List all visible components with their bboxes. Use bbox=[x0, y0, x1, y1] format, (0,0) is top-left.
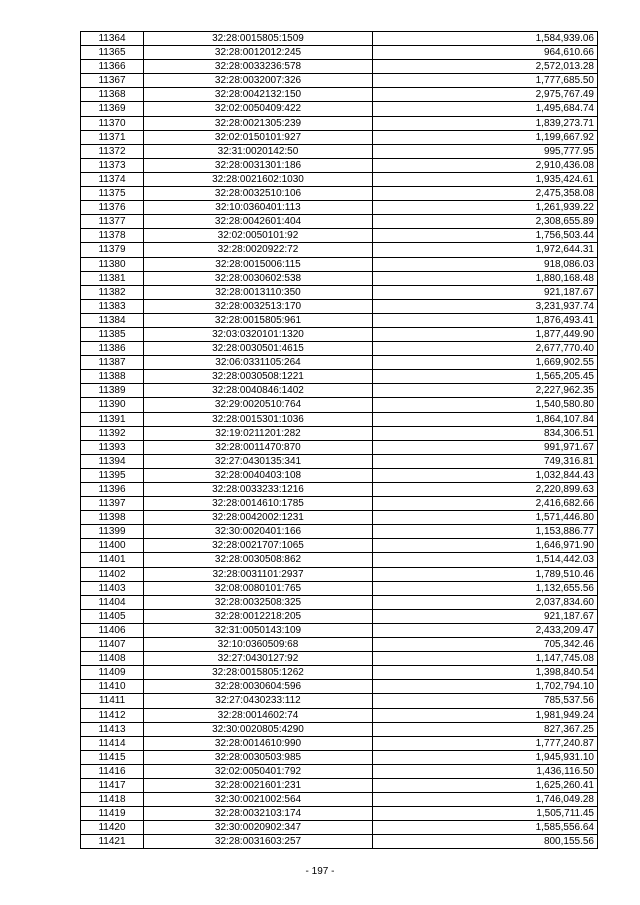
row-id-cell: 11400 bbox=[81, 539, 144, 553]
table-row bbox=[81, 750, 598, 764]
value-cell: 1,777,685.50 bbox=[373, 74, 598, 88]
cadastral-number-cell: 32:28:0031603:257 bbox=[144, 835, 373, 849]
row-id-cell: 11378 bbox=[81, 229, 144, 243]
row-id-cell: 11416 bbox=[81, 764, 144, 778]
cadastral-number-cell: 32:28:0030508:862 bbox=[144, 553, 373, 567]
value-cell: 1,669,902.55 bbox=[373, 356, 598, 370]
table-row bbox=[81, 46, 598, 60]
value-cell: 1,584,939.06 bbox=[373, 32, 598, 46]
value-cell: 2,475,358.08 bbox=[373, 187, 598, 201]
cadastral-number-cell: 32:28:0031301:186 bbox=[144, 158, 373, 172]
value-cell: 1,585,556.64 bbox=[373, 821, 598, 835]
value-cell: 1,935,424.61 bbox=[373, 172, 598, 186]
cadastral-number-cell: 32:02:0050101:92 bbox=[144, 229, 373, 243]
value-cell: 749,316.81 bbox=[373, 454, 598, 468]
cadastral-number-cell: 32:28:0030503:985 bbox=[144, 750, 373, 764]
table-row bbox=[81, 807, 598, 821]
value-cell: 1,646,971.90 bbox=[373, 539, 598, 553]
value-cell: 1,625,260.41 bbox=[373, 778, 598, 792]
cadastral-number-cell: 32:02:0050409:422 bbox=[144, 102, 373, 116]
cadastral-number-cell: 32:28:0015805:1509 bbox=[144, 32, 373, 46]
cadastral-number-cell: 32:28:0015805:961 bbox=[144, 313, 373, 327]
table-row bbox=[81, 680, 598, 694]
table-row bbox=[81, 567, 598, 581]
table-row bbox=[81, 652, 598, 666]
cadastral-number-cell: 32:28:0015301:1036 bbox=[144, 412, 373, 426]
cadastral-number-cell: 32:28:0030508:1221 bbox=[144, 370, 373, 384]
cadastral-number-cell: 32:10:0360509:68 bbox=[144, 638, 373, 652]
cadastral-number-cell: 32:28:0033236:578 bbox=[144, 60, 373, 74]
cadastral-number-cell: 32:28:0021707:1065 bbox=[144, 539, 373, 553]
value-cell: 800,155.56 bbox=[373, 835, 598, 849]
table-row bbox=[81, 525, 598, 539]
row-id-cell: 11404 bbox=[81, 595, 144, 609]
row-id-cell: 11405 bbox=[81, 609, 144, 623]
cadastral-number-cell: 32:28:0015805:1262 bbox=[144, 666, 373, 680]
row-id-cell: 11406 bbox=[81, 623, 144, 637]
row-id-cell: 11384 bbox=[81, 313, 144, 327]
value-cell: 1,032,844.43 bbox=[373, 468, 598, 482]
table-row bbox=[81, 299, 598, 313]
table-row bbox=[81, 201, 598, 215]
table-row bbox=[81, 497, 598, 511]
value-cell: 1,746,049.28 bbox=[373, 793, 598, 807]
value-cell: 3,231,937.74 bbox=[373, 299, 598, 313]
table-row bbox=[81, 736, 598, 750]
table-row bbox=[81, 32, 598, 46]
cadastral-number-cell: 32:31:0050143:109 bbox=[144, 623, 373, 637]
row-id-cell: 11377 bbox=[81, 215, 144, 229]
value-cell: 705,342.46 bbox=[373, 638, 598, 652]
row-id-cell: 11368 bbox=[81, 88, 144, 102]
table-body bbox=[81, 32, 598, 849]
table-row bbox=[81, 130, 598, 144]
cadastral-number-cell: 32:28:0015006:115 bbox=[144, 257, 373, 271]
row-id-cell: 11395 bbox=[81, 468, 144, 482]
cadastral-number-cell: 32:29:0020510:764 bbox=[144, 398, 373, 412]
cadastral-number-cell: 32:28:0014610:990 bbox=[144, 736, 373, 750]
row-id-cell: 11392 bbox=[81, 426, 144, 440]
row-id-cell: 11364 bbox=[81, 32, 144, 46]
row-id-cell: 11409 bbox=[81, 666, 144, 680]
row-id-cell: 11390 bbox=[81, 398, 144, 412]
data-table bbox=[80, 31, 598, 849]
row-id-cell: 11379 bbox=[81, 243, 144, 257]
table-row bbox=[81, 243, 598, 257]
table-row bbox=[81, 74, 598, 88]
row-id-cell: 11417 bbox=[81, 778, 144, 792]
cadastral-number-cell: 32:28:0012218:205 bbox=[144, 609, 373, 623]
table-row bbox=[81, 595, 598, 609]
row-id-cell: 11385 bbox=[81, 327, 144, 341]
table-row bbox=[81, 539, 598, 553]
value-cell: 1,877,449.90 bbox=[373, 327, 598, 341]
value-cell: 2,308,655.89 bbox=[373, 215, 598, 229]
table-row bbox=[81, 722, 598, 736]
row-id-cell: 11411 bbox=[81, 694, 144, 708]
table-row bbox=[81, 454, 598, 468]
value-cell: 964,610.66 bbox=[373, 46, 598, 60]
table-row bbox=[81, 821, 598, 835]
cadastral-number-cell: 32:28:0013110:350 bbox=[144, 285, 373, 299]
row-id-cell: 11371 bbox=[81, 130, 144, 144]
table-row bbox=[81, 356, 598, 370]
cadastral-number-cell: 32:28:0011470:870 bbox=[144, 440, 373, 454]
page-number: - 197 - bbox=[305, 866, 335, 877]
row-id-cell: 11366 bbox=[81, 60, 144, 74]
value-cell: 1,777,240.87 bbox=[373, 736, 598, 750]
value-cell: 2,677,770.40 bbox=[373, 342, 598, 356]
table-row bbox=[81, 285, 598, 299]
cadastral-number-cell: 32:31:0020142:50 bbox=[144, 144, 373, 158]
value-cell: 995,777.95 bbox=[373, 144, 598, 158]
value-cell: 1,571,446.80 bbox=[373, 511, 598, 525]
table-row bbox=[81, 412, 598, 426]
table-row bbox=[81, 327, 598, 341]
table-row bbox=[81, 102, 598, 116]
value-cell: 1,261,939.22 bbox=[373, 201, 598, 215]
table-row bbox=[81, 440, 598, 454]
row-id-cell: 11412 bbox=[81, 708, 144, 722]
value-cell: 2,975,767.49 bbox=[373, 88, 598, 102]
table-row bbox=[81, 623, 598, 637]
cadastral-number-cell: 32:30:0020401:166 bbox=[144, 525, 373, 539]
value-cell: 2,910,436.08 bbox=[373, 158, 598, 172]
row-id-cell: 11391 bbox=[81, 412, 144, 426]
table-row bbox=[81, 778, 598, 792]
cadastral-number-cell: 32:28:0030501:4615 bbox=[144, 342, 373, 356]
table-row bbox=[81, 468, 598, 482]
cadastral-number-cell: 32:28:0012012:245 bbox=[144, 46, 373, 60]
value-cell: 1,864,107.84 bbox=[373, 412, 598, 426]
table-row bbox=[81, 144, 598, 158]
table-row bbox=[81, 229, 598, 243]
cadastral-number-cell: 32:27:0430135:341 bbox=[144, 454, 373, 468]
value-cell: 1,876,493.41 bbox=[373, 313, 598, 327]
table-row bbox=[81, 609, 598, 623]
cadastral-number-cell: 32:28:0021305:239 bbox=[144, 116, 373, 130]
row-id-cell: 11403 bbox=[81, 581, 144, 595]
table-row bbox=[81, 172, 598, 186]
table-row bbox=[81, 215, 598, 229]
table-row bbox=[81, 187, 598, 201]
value-cell: 1,972,644.31 bbox=[373, 243, 598, 257]
table-row bbox=[81, 638, 598, 652]
row-id-cell: 11410 bbox=[81, 680, 144, 694]
row-id-cell: 11375 bbox=[81, 187, 144, 201]
value-cell: 1,981,949.24 bbox=[373, 708, 598, 722]
cadastral-number-cell: 32:28:0031101:2937 bbox=[144, 567, 373, 581]
table-row bbox=[81, 511, 598, 525]
value-cell: 1,756,503.44 bbox=[373, 229, 598, 243]
cadastral-number-cell: 32:19:0211201:282 bbox=[144, 426, 373, 440]
table-row bbox=[81, 835, 598, 849]
value-cell: 991,971.67 bbox=[373, 440, 598, 454]
row-id-cell: 11397 bbox=[81, 497, 144, 511]
value-cell: 1,505,711.45 bbox=[373, 807, 598, 821]
cadastral-number-cell: 32:28:0014602:74 bbox=[144, 708, 373, 722]
cadastral-number-cell: 32:10:0360401:113 bbox=[144, 201, 373, 215]
row-id-cell: 11389 bbox=[81, 384, 144, 398]
cadastral-number-cell: 32:28:0030604:596 bbox=[144, 680, 373, 694]
row-id-cell: 11372 bbox=[81, 144, 144, 158]
table-row bbox=[81, 666, 598, 680]
row-id-cell: 11380 bbox=[81, 257, 144, 271]
value-cell: 1,565,205.45 bbox=[373, 370, 598, 384]
value-cell: 1,436,116.50 bbox=[373, 764, 598, 778]
cadastral-number-cell: 32:02:0050401:792 bbox=[144, 764, 373, 778]
cadastral-number-cell: 32:28:0042601:404 bbox=[144, 215, 373, 229]
table-row bbox=[81, 426, 598, 440]
cadastral-number-cell: 32:28:0033233:1216 bbox=[144, 483, 373, 497]
table-row bbox=[81, 384, 598, 398]
row-id-cell: 11419 bbox=[81, 807, 144, 821]
table-row bbox=[81, 694, 598, 708]
row-id-cell: 11393 bbox=[81, 440, 144, 454]
value-cell: 2,433,209.47 bbox=[373, 623, 598, 637]
cadastral-number-cell: 32:28:0040846:1402 bbox=[144, 384, 373, 398]
value-cell: 1,702,794.10 bbox=[373, 680, 598, 694]
value-cell: 834,306.51 bbox=[373, 426, 598, 440]
value-cell: 2,220,899.63 bbox=[373, 483, 598, 497]
cadastral-number-cell: 32:28:0032510:106 bbox=[144, 187, 373, 201]
table-row bbox=[81, 60, 598, 74]
cadastral-number-cell: 32:28:0032007:326 bbox=[144, 74, 373, 88]
row-id-cell: 11370 bbox=[81, 116, 144, 130]
row-id-cell: 11398 bbox=[81, 511, 144, 525]
cadastral-number-cell: 32:06:0331105:264 bbox=[144, 356, 373, 370]
table-row bbox=[81, 764, 598, 778]
value-cell: 2,037,834.60 bbox=[373, 595, 598, 609]
value-cell: 1,495,684.74 bbox=[373, 102, 598, 116]
value-cell: 1,945,931.10 bbox=[373, 750, 598, 764]
cadastral-number-cell: 32:28:0040403:108 bbox=[144, 468, 373, 482]
row-id-cell: 11401 bbox=[81, 553, 144, 567]
cadastral-number-cell: 32:27:0430127:92 bbox=[144, 652, 373, 666]
table-row bbox=[81, 581, 598, 595]
row-id-cell: 11418 bbox=[81, 793, 144, 807]
cadastral-number-cell: 32:28:0032513:170 bbox=[144, 299, 373, 313]
value-cell: 827,367.25 bbox=[373, 722, 598, 736]
row-id-cell: 11386 bbox=[81, 342, 144, 356]
value-cell: 1,147,745.08 bbox=[373, 652, 598, 666]
cadastral-number-cell: 32:02:0150101:927 bbox=[144, 130, 373, 144]
row-id-cell: 11365 bbox=[81, 46, 144, 60]
value-cell: 1,132,655.56 bbox=[373, 581, 598, 595]
table-row bbox=[81, 271, 598, 285]
cadastral-number-cell: 32:08:0080101:765 bbox=[144, 581, 373, 595]
cadastral-number-cell: 32:28:0032508:325 bbox=[144, 595, 373, 609]
cadastral-number-cell: 32:27:0430233:112 bbox=[144, 694, 373, 708]
row-id-cell: 11374 bbox=[81, 172, 144, 186]
row-id-cell: 11382 bbox=[81, 285, 144, 299]
row-id-cell: 11369 bbox=[81, 102, 144, 116]
value-cell: 921,187.67 bbox=[373, 285, 598, 299]
cadastral-number-cell: 32:28:0020922:72 bbox=[144, 243, 373, 257]
row-id-cell: 11399 bbox=[81, 525, 144, 539]
row-id-cell: 11408 bbox=[81, 652, 144, 666]
value-cell: 2,572,013.28 bbox=[373, 60, 598, 74]
cadastral-number-cell: 32:03:0320101:1320 bbox=[144, 327, 373, 341]
value-cell: 785,537.56 bbox=[373, 694, 598, 708]
row-id-cell: 11420 bbox=[81, 821, 144, 835]
row-id-cell: 11413 bbox=[81, 722, 144, 736]
value-cell: 1,153,886.77 bbox=[373, 525, 598, 539]
row-id-cell: 11402 bbox=[81, 567, 144, 581]
cadastral-number-cell: 32:30:0021002:564 bbox=[144, 793, 373, 807]
row-id-cell: 11381 bbox=[81, 271, 144, 285]
row-id-cell: 11383 bbox=[81, 299, 144, 313]
table-row bbox=[81, 793, 598, 807]
cadastral-number-cell: 32:28:0042132:150 bbox=[144, 88, 373, 102]
table-row bbox=[81, 88, 598, 102]
table-row bbox=[81, 116, 598, 130]
value-cell: 921,187.67 bbox=[373, 609, 598, 623]
value-cell: 1,398,840.54 bbox=[373, 666, 598, 680]
row-id-cell: 11415 bbox=[81, 750, 144, 764]
row-id-cell: 11407 bbox=[81, 638, 144, 652]
table-row bbox=[81, 370, 598, 384]
value-cell: 2,227,962.35 bbox=[373, 384, 598, 398]
row-id-cell: 11388 bbox=[81, 370, 144, 384]
row-id-cell: 11387 bbox=[81, 356, 144, 370]
value-cell: 1,789,510.46 bbox=[373, 567, 598, 581]
cadastral-number-cell: 32:28:0021602:1030 bbox=[144, 172, 373, 186]
row-id-cell: 11421 bbox=[81, 835, 144, 849]
row-id-cell: 11376 bbox=[81, 201, 144, 215]
table-row bbox=[81, 158, 598, 172]
value-cell: 1,199,667.92 bbox=[373, 130, 598, 144]
table-row bbox=[81, 553, 598, 567]
value-cell: 1,514,442.03 bbox=[373, 553, 598, 567]
table-row bbox=[81, 483, 598, 497]
row-id-cell: 11394 bbox=[81, 454, 144, 468]
cadastral-number-cell: 32:28:0021601:231 bbox=[144, 778, 373, 792]
table-row bbox=[81, 342, 598, 356]
table-row bbox=[81, 313, 598, 327]
row-id-cell: 11367 bbox=[81, 74, 144, 88]
cadastral-number-cell: 32:28:0014610:1785 bbox=[144, 497, 373, 511]
cadastral-number-cell: 32:28:0042002:1231 bbox=[144, 511, 373, 525]
row-id-cell: 11414 bbox=[81, 736, 144, 750]
cadastral-number-cell: 32:28:0032103:174 bbox=[144, 807, 373, 821]
cadastral-number-cell: 32:30:0020902:347 bbox=[144, 821, 373, 835]
table-row bbox=[81, 708, 598, 722]
row-id-cell: 11396 bbox=[81, 483, 144, 497]
table-row bbox=[81, 257, 598, 271]
value-cell: 1,839,273.71 bbox=[373, 116, 598, 130]
value-cell: 2,416,682.66 bbox=[373, 497, 598, 511]
table-row bbox=[81, 398, 598, 412]
row-id-cell: 11373 bbox=[81, 158, 144, 172]
value-cell: 1,880,168.48 bbox=[373, 271, 598, 285]
value-cell: 918,086.03 bbox=[373, 257, 598, 271]
value-cell: 1,540,580.80 bbox=[373, 398, 598, 412]
cadastral-number-cell: 32:30:0020805:4290 bbox=[144, 722, 373, 736]
cadastral-number-cell: 32:28:0030602:538 bbox=[144, 271, 373, 285]
